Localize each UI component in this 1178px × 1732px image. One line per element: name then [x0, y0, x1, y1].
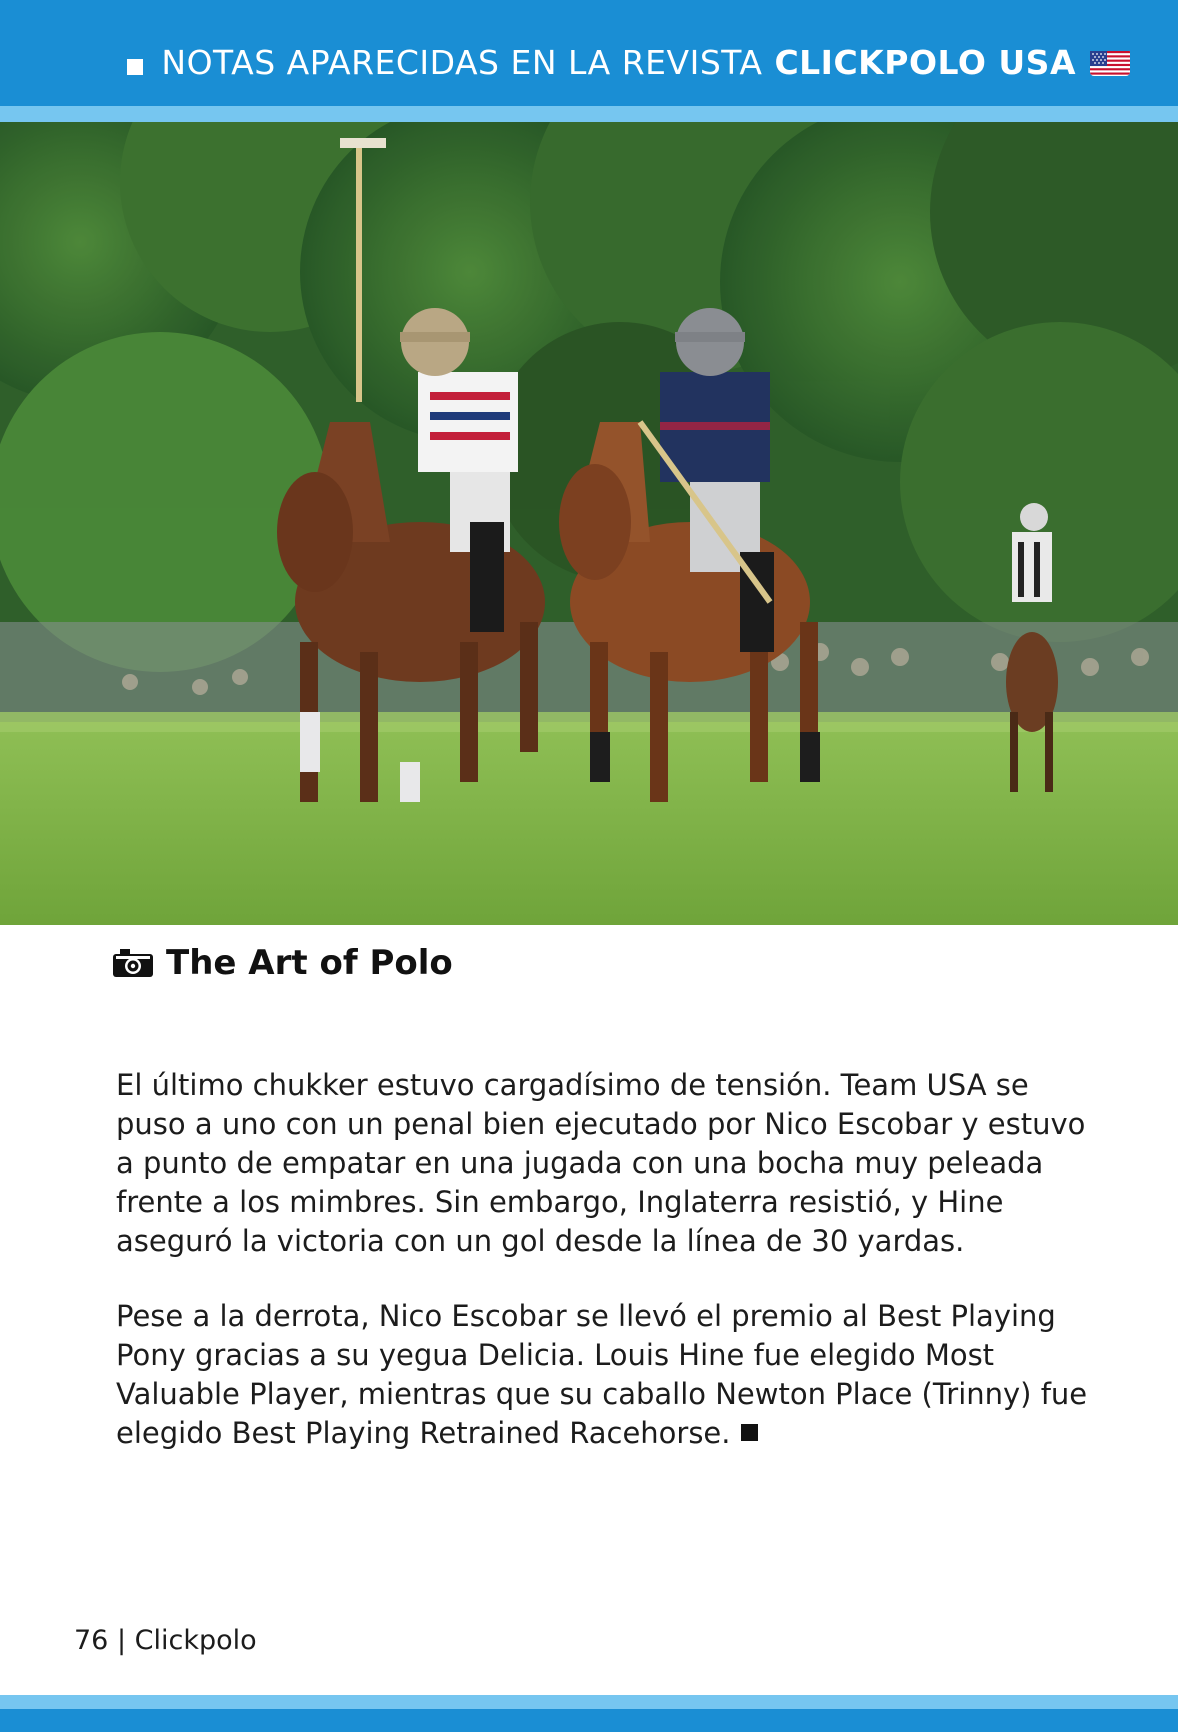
article-paragraph-text: Pese a la derrota, Nico Escobar se llevó el premio al Best Playing Pony gracias a su yegua Delicia. Louis Hine fue elegido Most Valuable Player, mientras que su caballo Newton Place (Trinny) fue elegido Best Playing Retrained Racehorse. [116, 1299, 1088, 1450]
article-body [116, 1066, 1096, 1489]
footer-stripe [0, 1695, 1178, 1709]
header-bullet-icon [127, 59, 143, 75]
polo-match-photo [0, 122, 1178, 925]
caption-title: The Art of Polo [166, 943, 453, 983]
header-brand: CLICKPOLO USA [774, 42, 1076, 82]
header-prefix: NOTAS APARECIDAS EN LA REVISTA [161, 42, 763, 82]
header-title [127, 42, 1130, 82]
camera-icon [112, 948, 154, 978]
photo-caption [112, 938, 453, 988]
us-flag-icon [1090, 48, 1130, 76]
footer-band [0, 1709, 1178, 1732]
header-stripe [0, 106, 1178, 122]
end-of-article-mark-icon [741, 1424, 758, 1441]
header-band [0, 0, 1178, 106]
page-folio: 76 | Clickpolo [74, 1625, 257, 1656]
article-paragraph: El último chukker estuvo cargadísimo de tensión. Team USA se puso a uno con un penal bien ejecutado por Nico Escobar y estuvo a punto de empatar en una jugada con una bocha muy peleada frente a los mimbres. Sin embargo, Inglaterra resistió, y Hine aseguró la victoria con un gol desde la línea de 30 yardas. [116, 1068, 1086, 1258]
article-paragraph [116, 1297, 1096, 1453]
